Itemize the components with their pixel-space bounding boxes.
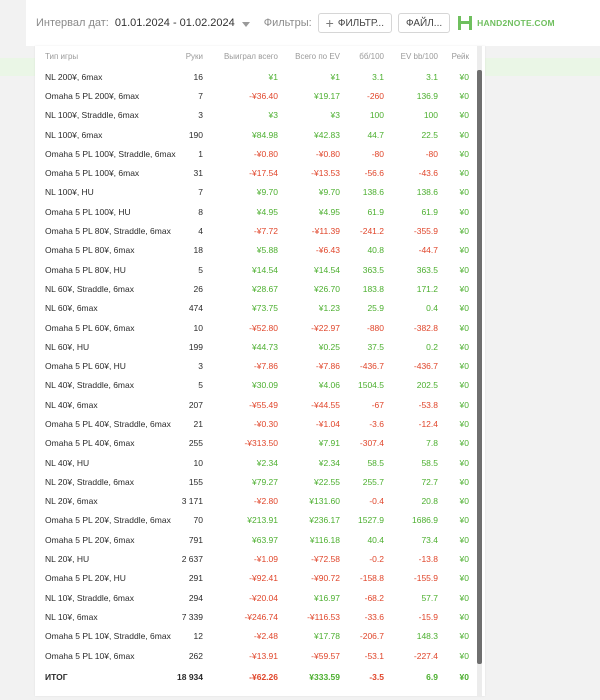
rake-cell: ¥0 [459,496,469,507]
ev-bb100-cell: -13.8 [418,554,438,565]
ev-total-cell: ¥131.60 [309,496,340,507]
table-row[interactable] [35,106,475,125]
won-total-cell: ¥9.70 [256,187,278,198]
won-total-cell: ¥5.88 [256,245,278,256]
won-total-cell: -¥20.04 [249,592,278,603]
won-total-cell: ¥3 [268,110,278,121]
game-type-cell: NL 40¥, 6max [45,399,98,410]
table-row[interactable] [35,163,475,182]
rake-cell: ¥0 [459,399,469,410]
table-row[interactable] [35,260,475,279]
ev-total-cell: ¥2.34 [318,457,340,468]
filter-button-label: ФИЛЬТР... [337,17,384,29]
game-type-cell: Omaha 5 PL 20¥, Straddle, 6max [45,515,171,526]
hands-cell: 791 [188,534,203,545]
ev-total-cell: -¥0.80 [315,148,340,159]
rake-cell: ¥0 [459,554,469,565]
hands-cell: 7 [198,187,203,198]
hands-cell: 474 [188,303,203,314]
won-total-cell: -¥13.91 [249,650,278,661]
ev-total-cell: ¥116.18 [309,534,340,545]
table-row[interactable] [35,356,475,375]
rake-cell: ¥0 [459,206,469,217]
hands-cell: 18 [193,245,203,256]
game-type-cell: Omaha 5 PL 80¥, 6max [45,245,135,256]
rake-cell: ¥0 [459,245,469,256]
ev-bb100-cell: -155.9 [413,573,438,584]
game-type-cell: NL 60¥, Straddle, 6max [45,283,134,294]
bb100-cell: -68.2 [364,592,384,603]
rake-cell: ¥0 [459,672,469,683]
ev-bb100-cell: -12.4 [418,418,438,429]
table-row[interactable] [35,549,475,568]
ev-bb100-cell: -382.8 [413,322,438,333]
hands-cell: 3 171 [181,496,203,507]
won-total-cell: -¥0.30 [253,418,278,429]
won-total-cell: -¥92.41 [249,573,278,584]
hands-cell: 12 [193,631,203,642]
hands-cell: 5 [198,380,203,391]
game-type-cell: Omaha 5 PL 100¥, Straddle, 6max [45,148,176,159]
hands-cell: 8 [198,206,203,217]
rake-cell: ¥0 [459,148,469,159]
bb100-cell: 25.9 [367,303,384,314]
bb100-cell: 363.5 [362,264,384,275]
ev-bb100-cell: -80 [425,148,438,159]
table-row[interactable] [35,414,475,433]
won-total-cell: -¥246.74 [244,611,278,622]
won-total-cell: -¥0.80 [253,148,278,159]
ev-bb100-cell: 6.9 [426,672,438,683]
rake-cell: ¥0 [459,71,469,82]
table-row[interactable] [35,588,475,607]
ev-bb100-cell: -43.6 [418,168,438,179]
ev-total-cell: ¥236.17 [309,515,340,526]
column-header-won-total[interactable]: Выиграл всего [223,52,278,61]
column-header-game-type[interactable]: Тип игры [45,52,79,61]
bb100-cell: -0.2 [369,554,384,565]
ev-bb100-cell: -227.4 [413,650,438,661]
game-type-cell: NL 10¥, 6max [45,611,98,622]
date-range-label: Интервал дат: [36,17,109,29]
rake-cell: ¥0 [459,110,469,121]
hands-cell: 199 [188,341,203,352]
ev-total-cell: ¥7.91 [318,438,340,449]
bb100-cell: 100 [369,110,384,121]
ev-total-cell: ¥1.23 [318,303,340,314]
game-type-cell: Omaha 5 PL 100¥, HU [45,206,131,217]
game-type-cell: NL 200¥, 6max [45,71,103,82]
table-row[interactable] [35,376,475,395]
ev-bb100-cell: 136.9 [416,90,438,101]
table-row[interactable] [35,183,475,202]
game-type-cell: NL 60¥, HU [45,341,90,352]
game-type-cell: Omaha 5 PL 200¥, 6max [45,90,140,101]
hands-cell: 7 339 [181,611,203,622]
ev-bb100-cell: 363.5 [416,264,438,275]
hands-cell: 291 [188,573,203,584]
bb100-cell: -67 [371,399,384,410]
ev-bb100-cell: 1686.9 [412,515,438,526]
ev-total-cell: -¥6.43 [315,245,340,256]
bb100-cell: 1527.9 [358,515,384,526]
ev-bb100-cell: 57.7 [421,592,438,603]
ev-total-cell: -¥72.58 [311,554,340,565]
game-type-cell: Omaha 5 PL 20¥, 6max [45,534,135,545]
bb100-cell: 138.6 [362,187,384,198]
logo [458,16,555,30]
won-total-cell: ¥79.27 [252,476,278,487]
hands-cell: 294 [188,592,203,603]
chevron-down-icon[interactable] [242,22,250,27]
date-range-value[interactable]: 01.01.2024 - 01.02.2024 [114,17,235,29]
hands-cell: 3 [198,361,203,372]
ev-bb100-cell: 3.1 [426,71,438,82]
won-total-cell: ¥1 [268,71,278,82]
won-total-cell: -¥1.09 [253,554,278,565]
ev-total-cell: ¥22.55 [314,476,340,487]
bb100-cell: -436.7 [359,361,384,372]
bb100-cell: 3.1 [372,71,384,82]
bb100-cell: 61.9 [367,206,384,217]
bb100-cell: -33.6 [364,611,384,622]
stats-table [35,46,475,689]
hands-cell: 10 [193,322,203,333]
hands-cell: 7 [198,90,203,101]
table-row[interactable] [35,395,475,414]
won-total-cell: -¥52.80 [249,322,278,333]
game-type-cell: Omaha 5 PL 80¥, Straddle, 6max [45,226,171,237]
game-type-cell: NL 60¥, 6max [45,303,98,314]
table-row[interactable] [35,337,475,356]
rake-cell: ¥0 [459,129,469,140]
ev-total-cell: ¥26.70 [314,283,340,294]
won-total-cell: -¥7.72 [253,226,278,237]
rake-cell: ¥0 [459,611,469,622]
rake-cell: ¥0 [459,341,469,352]
column-header-ev-total[interactable]: Всего по EV [295,52,340,61]
hands-cell: 26 [193,283,203,294]
game-type-cell: NL 40¥, HU [45,457,90,468]
bb100-cell: -3.6 [369,418,384,429]
table-row[interactable] [35,221,475,240]
ev-bb100-cell: 202.5 [416,380,438,391]
rake-cell: ¥0 [459,418,469,429]
bb100-cell: -206.7 [359,631,384,642]
rake-cell: ¥0 [459,573,469,584]
ev-total-cell: -¥11.39 [311,226,340,237]
table-row[interactable] [35,125,475,144]
won-total-cell: ¥84.98 [252,129,278,140]
table-row[interactable] [35,511,475,530]
ev-bb100-cell: 138.6 [416,187,438,198]
column-header-ev-bb100[interactable]: EV bb/100 [400,52,438,61]
filter-button[interactable] [318,13,392,33]
won-total-cell: -¥2.48 [253,631,278,642]
ev-total-cell: -¥22.97 [311,322,340,333]
bb100-cell: -158.8 [359,573,384,584]
won-total-cell: ¥213.91 [247,515,278,526]
hands-cell: 3 [198,110,203,121]
bb100-cell: 40.4 [367,534,384,545]
table-row[interactable] [35,86,475,105]
bb100-cell: 183.8 [362,283,384,294]
won-total-cell: ¥4.95 [256,206,278,217]
won-total-cell: ¥73.75 [252,303,278,314]
ev-bb100-cell: -44.7 [418,245,438,256]
bb100-cell: 255.7 [362,476,384,487]
rake-cell: ¥0 [459,476,469,487]
game-type-cell: Omaha 5 PL 100¥, 6max [45,168,140,179]
ev-bb100-cell: 171.2 [416,283,438,294]
rake-cell: ¥0 [459,168,469,179]
ev-total-cell: -¥59.57 [311,650,340,661]
table-row[interactable] [35,530,475,549]
rake-cell: ¥0 [459,457,469,468]
bb100-cell: -0.4 [369,496,384,507]
bb100-cell: -56.6 [364,168,384,179]
table-row[interactable] [35,607,475,626]
ev-total-cell: ¥1 [330,71,340,82]
bb100-cell: -3.5 [369,672,384,683]
table-row[interactable] [35,472,475,491]
ev-bb100-cell: 100 [423,110,438,121]
game-type-cell: NL 20¥, HU [45,554,90,565]
won-total-cell: ¥63.97 [252,534,278,545]
won-total-cell: -¥62.26 [249,672,278,683]
ev-total-cell: -¥13.53 [311,168,340,179]
rake-cell: ¥0 [459,90,469,101]
ev-total-cell: ¥17.78 [314,631,340,642]
ev-total-cell: ¥19.17 [314,90,340,101]
ev-bb100-cell: 0.4 [426,303,438,314]
toolbar [26,0,600,46]
ev-bb100-cell: 58.5 [421,457,438,468]
ev-total-cell: ¥3 [330,110,340,121]
game-type-cell: Omaha 5 PL 60¥, 6max [45,322,135,333]
scrollbar-thumb[interactable] [477,70,482,664]
ev-total-cell: -¥1.04 [315,418,340,429]
bb100-cell: -53.1 [364,650,384,661]
rake-cell: ¥0 [459,592,469,603]
column-header-hands[interactable]: Руки [185,52,203,61]
table-row[interactable] [35,627,475,646]
table-row[interactable] [35,144,475,163]
filters-label: Фильтры: [263,17,312,29]
rake-cell: ¥0 [459,631,469,642]
won-total-cell: ¥30.09 [252,380,278,391]
won-total-cell: -¥36.40 [249,90,278,101]
hands-cell: 5 [198,264,203,275]
ev-total-cell: ¥42.83 [314,129,340,140]
hands-cell: 31 [193,168,203,179]
ev-total-cell: ¥333.59 [309,672,340,683]
hands-cell: 155 [188,476,203,487]
rake-cell: ¥0 [459,534,469,545]
ev-bb100-cell: -53.8 [418,399,438,410]
bb100-cell: 58.5 [367,457,384,468]
hands-cell: 18 934 [177,672,203,683]
game-type-cell: NL 20¥, 6max [45,496,98,507]
rake-cell: ¥0 [459,650,469,661]
ev-total-cell: -¥90.72 [311,573,340,584]
ev-total-cell: ¥4.95 [318,206,340,217]
ev-total-cell: ¥14.54 [314,264,340,275]
ev-bb100-cell: -355.9 [413,226,438,237]
rake-cell: ¥0 [459,187,469,198]
file-button-label: ФАЙЛ... [405,17,443,29]
ev-bb100-cell: 61.9 [421,206,438,217]
rake-cell: ¥0 [459,361,469,372]
ev-bb100-cell: 73.4 [421,534,438,545]
game-type-cell: NL 100¥, 6max [45,129,103,140]
ev-total-cell: -¥44.55 [311,399,340,410]
ev-bb100-cell: -15.9 [418,611,438,622]
hands-cell: 1 [198,148,203,159]
hand2note-logo-icon [458,16,472,30]
logo-text: HAND2NOTE.COM [477,18,555,28]
game-type-cell: Omaha 5 PL 80¥, HU [45,264,126,275]
table-row[interactable] [35,434,475,453]
hands-cell: 190 [188,129,203,140]
won-total-cell: -¥2.80 [253,496,278,507]
plus-icon: + [325,15,334,31]
bb100-cell: 1504.5 [358,380,384,391]
rake-cell: ¥0 [459,264,469,275]
won-total-cell: -¥55.49 [249,399,278,410]
bb100-cell: -241.2 [359,226,384,237]
table-row[interactable] [35,646,475,665]
won-total-cell: ¥2.34 [256,457,278,468]
hands-cell: 10 [193,457,203,468]
bb100-cell: 44.7 [367,129,384,140]
hands-cell: 4 [198,226,203,237]
won-total-cell: -¥313.50 [244,438,278,449]
rake-cell: ¥0 [459,515,469,526]
rake-cell: ¥0 [459,303,469,314]
game-type-cell: Omaha 5 PL 20¥, HU [45,573,126,584]
hands-cell: 2 637 [181,554,203,565]
game-type-cell: NL 40¥, Straddle, 6max [45,380,134,391]
hands-cell: 16 [193,71,203,82]
bb100-cell: 40.8 [367,245,384,256]
won-total-cell: ¥44.73 [252,341,278,352]
rake-cell: ¥0 [459,322,469,333]
hands-cell: 262 [188,650,203,661]
hands-cell: 70 [193,515,203,526]
game-type-cell: ИТОГ [45,672,68,683]
table-row[interactable] [35,67,475,86]
column-header-bb100[interactable]: бб/100 [359,52,384,61]
game-type-cell: Omaha 5 PL 60¥, HU [45,361,126,372]
table-row[interactable] [35,569,475,588]
game-type-cell: Omaha 5 PL 40¥, 6max [45,438,135,449]
game-type-cell: NL 10¥, Straddle, 6max [45,592,134,603]
game-type-cell: Omaha 5 PL 10¥, Straddle, 6max [45,631,171,642]
table-row[interactable] [35,453,475,472]
table-row[interactable] [35,241,475,260]
table-row[interactable] [35,492,475,511]
won-total-cell: -¥17.54 [249,168,278,179]
game-type-cell: Omaha 5 PL 40¥, Straddle, 6max [45,418,171,429]
game-type-cell: Omaha 5 PL 10¥, 6max [45,650,135,661]
table-header-row [35,46,475,67]
ev-bb100-cell: 0.2 [426,341,438,352]
rake-cell: ¥0 [459,380,469,391]
ev-bb100-cell: 7.8 [426,438,438,449]
game-type-cell: NL 20¥, Straddle, 6max [45,476,134,487]
bb100-cell: 37.5 [367,341,384,352]
won-total-cell: ¥14.54 [252,264,278,275]
ev-total-cell: -¥116.53 [307,611,340,622]
won-total-cell: -¥7.86 [253,361,278,372]
bb100-cell: -80 [371,148,384,159]
rake-cell: ¥0 [459,438,469,449]
ev-total-cell: ¥9.70 [318,187,340,198]
hands-cell: 207 [188,399,203,410]
ev-bb100-cell: 22.5 [421,129,438,140]
column-header-rake[interactable]: Рейк [451,52,469,61]
ev-total-cell: ¥4.06 [318,380,340,391]
table-row[interactable] [35,318,475,337]
ev-total-cell: -¥7.86 [315,361,340,372]
table-total-row[interactable] [35,665,475,689]
ev-bb100-cell: 148.3 [416,631,438,642]
bb100-cell: -307.4 [359,438,384,449]
game-type-cell: NL 100¥, Straddle, 6max [45,110,139,121]
table-row[interactable] [35,202,475,221]
hands-cell: 255 [188,438,203,449]
won-total-cell: ¥28.67 [252,283,278,294]
bb100-cell: -260 [366,90,384,101]
hands-cell: 21 [193,418,203,429]
file-button[interactable] [398,13,450,33]
rake-cell: ¥0 [459,226,469,237]
rake-cell: ¥0 [459,283,469,294]
ev-total-cell: ¥16.97 [314,592,340,603]
game-type-cell: NL 100¥, HU [45,187,94,198]
table-row[interactable] [35,279,475,298]
ev-bb100-cell: -436.7 [413,361,438,372]
ev-total-cell: ¥0.25 [318,341,340,352]
ev-bb100-cell: 20.8 [421,496,438,507]
table-row[interactable] [35,299,475,318]
ev-bb100-cell: 72.7 [421,476,438,487]
bb100-cell: -880 [366,322,384,333]
